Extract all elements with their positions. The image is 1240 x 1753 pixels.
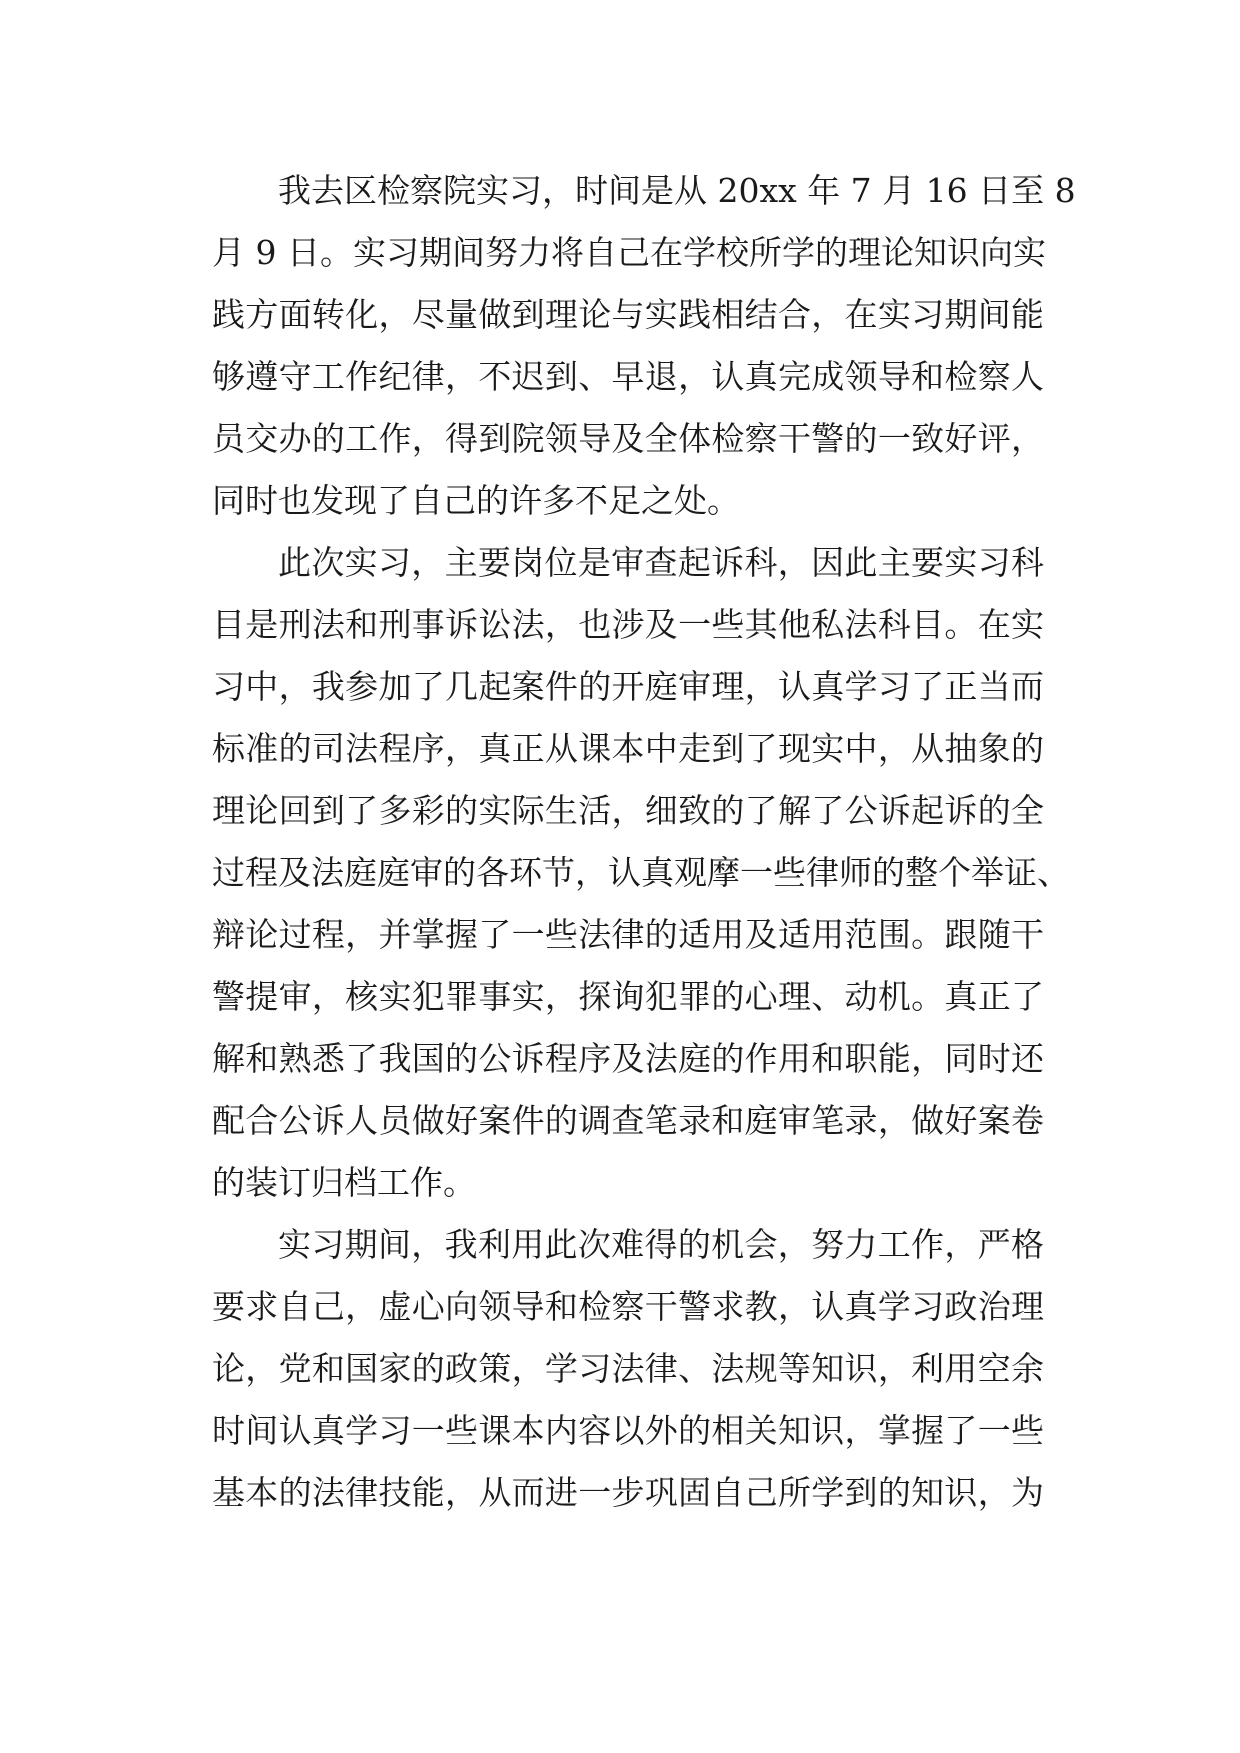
text-line: 过程及法庭庭审的各环节，认真观摩一些律师的整个举证、 — [212, 853, 1070, 892]
text-line: 同时也发现了自己的许多不足之处。 — [212, 481, 740, 520]
text-line: 论，党和国家的政策，学习法律、法规等知识，利用空余 — [212, 1349, 1044, 1388]
paragraph-3 — [212, 1214, 1044, 1524]
text-line: 解和熟悉了我国的公诉程序及法庭的作用和职能，同时还 — [212, 1039, 1044, 1078]
text-line: 目是刑法和刑事诉讼法，也涉及一些其他私法科目。在实 — [212, 605, 1044, 644]
text-line: 员交办的工作，得到院领导及全体检察干警的一致好评， — [212, 419, 1044, 458]
text-line: 警提审，核实犯罪事实，探询犯罪的心理、动机。真正了 — [212, 977, 1044, 1016]
text-line: 我去区检察院实习，时间是从 20xx 年 7 月 16 日至 8 — [278, 171, 1076, 210]
text-line: 践方面转化，尽量做到理论与实践相结合，在实习期间能 — [212, 295, 1044, 334]
text-line: 辩论过程，并掌握了一些法律的适用及适用范围。跟随干 — [212, 915, 1044, 954]
text-line: 月 9 日。实习期间努力将自己在学校所学的理论知识向实 — [212, 233, 1046, 272]
paragraph-2 — [212, 532, 1070, 1214]
text-line: 基本的法律技能，从而进一步巩固自己所学到的知识，为 — [212, 1473, 1044, 1512]
text-line: 理论回到了多彩的实际生活，细致的了解了公诉起诉的全 — [212, 791, 1044, 830]
document-body — [212, 160, 1076, 1524]
text-line: 此次实习，主要岗位是审查起诉科，因此主要实习科 — [278, 543, 1044, 582]
text-line: 习中，我参加了几起案件的开庭审理，认真学习了正当而 — [212, 667, 1044, 706]
text-line: 要求自己，虚心向领导和检察干警求教，认真学习政治理 — [212, 1287, 1044, 1326]
text-line: 标准的司法程序，真正从课本中走到了现实中，从抽象的 — [212, 729, 1044, 768]
paragraph-1 — [212, 160, 1076, 532]
text-line: 实习期间，我利用此次难得的机会，努力工作，严格 — [278, 1225, 1044, 1264]
text-line: 配合公诉人员做好案件的调查笔录和庭审笔录，做好案卷 — [212, 1101, 1044, 1140]
text-line: 的装订归档工作。 — [212, 1163, 476, 1202]
text-line: 够遵守工作纪律，不迟到、早退，认真完成领导和检察人 — [212, 357, 1044, 396]
text-line: 时间认真学习一些课本内容以外的相关知识，掌握了一些 — [212, 1411, 1044, 1450]
